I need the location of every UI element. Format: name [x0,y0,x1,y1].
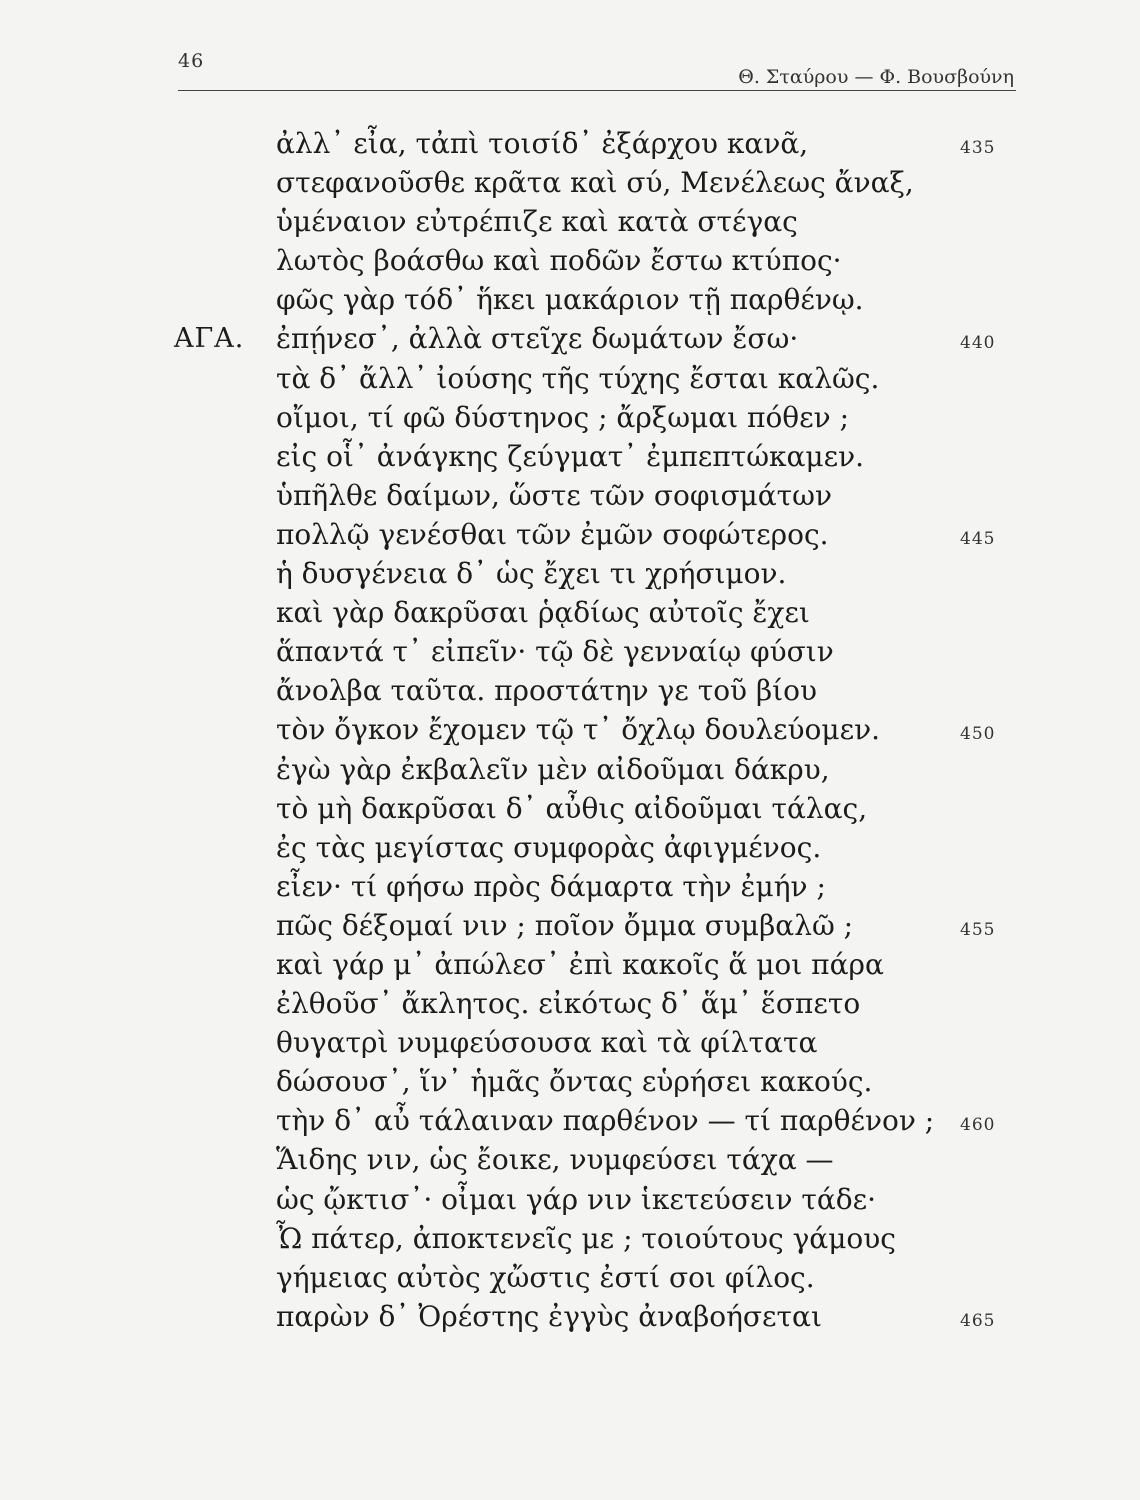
verse-line-text: ἐλθοῦσ᾽ ἄκλητος. εἰκότως δ᾽ ἅμ᾽ ἕσπετο [276,987,861,1021]
verse-line-text: φῶς γὰρ τόδ᾽ ἥκει μακάριον τῇ παρθένῳ. [276,283,864,317]
verse-line-text: Ὦ πάτερ, ἀποκτενεῖς με ; τοιούτους γάμους [276,1221,896,1255]
verse-line [0,828,1140,867]
verse-line [0,750,1140,789]
verse-line [0,1062,1140,1101]
verse-line [0,241,1140,280]
line-number: 440 [960,333,996,354]
verse-line-text: ἄνολβα ταῦτα. προστάτην γε τοῦ βίου [276,674,818,708]
verse-line-text: γήμειας αὐτὸς χὤστις ἐστί σοι φίλος. [276,1260,815,1294]
verse-line-text: ἅπαντά τ᾽ εἰπεῖν· τῷ δὲ γενναίῳ φύσιν [276,635,834,669]
verse-line-text: ὡς ᾤκτισ᾽· οἶμαι γάρ νιν ἱκετεύσειν τάδε· [276,1182,877,1216]
page-number: 46 [178,50,205,72]
verse-line [0,124,1140,163]
verse-line [0,1180,1140,1219]
verse-line [0,1258,1140,1297]
verse-line [0,1101,1140,1140]
verse-line-text: εἰς οἷ᾽ ἀνάγκης ζεύγματ᾽ ἐμπεπτώκαμεν. [276,439,865,473]
verse-line-text: τὰ δ᾽ ἄλλ᾽ ἰούσης τῆς τύχης ἔσται καλῶς. [276,361,880,395]
verse-line [0,280,1140,319]
speaker-label: ΑΓΑ. [174,323,245,355]
line-number: 435 [960,138,996,158]
verse-line-text: θυγατρὶ νυμφεύσουσα καὶ τὰ φίλτατα [276,1026,818,1060]
verse-line [0,319,1140,358]
verse-line [0,1297,1140,1336]
verse-line-text: λωτὸς βοάσθω καὶ ποδῶν ἔστω κτύπος· [276,244,842,278]
verse-line [0,163,1140,202]
line-number: 450 [960,724,996,745]
line-number: 455 [960,919,996,940]
line-number: 465 [960,1310,996,1331]
verse-line-text: καὶ γὰρ δακρῦσαι ῥᾳδίως αὐτοῖς ἔχει [276,596,810,630]
verse-line-text: ἐπῄνεσ᾽, ἀλλὰ στεῖχε δωμάτων ἔσω· [276,322,799,356]
verse-line [0,515,1140,554]
verse-line-text: παρὼν δ᾽ Ὀρέστης ἐγγὺς ἀναβοήσεται [276,1299,822,1333]
verse-line-text: δώσουσ᾽, ἵν᾽ ἡμᾶς ὄντας εὑρήσει κακούς. [276,1065,873,1099]
verse-line [0,710,1140,749]
verse-line [0,789,1140,828]
verse-line [0,1219,1140,1258]
line-number: 445 [960,528,996,549]
verse-line [0,476,1140,515]
verse-line-text: τὴν δ᾽ αὖ τάλαιναν παρθένον — τί παρθένον ; [276,1104,935,1138]
verse-line-text: πολλῷ γενέσθαι τῶν ἐμῶν σοφώτερος. [276,517,829,551]
running-head: Θ. Σταύρου — Φ. Βουσβούνη [738,66,1014,88]
line-number: 460 [960,1115,996,1136]
verse-line [0,906,1140,945]
verse-line [0,202,1140,241]
verse-line [0,437,1140,476]
verse-line [0,867,1140,906]
verse-line-text: ἐγὼ γὰρ ἐκβαλεῖν μὲν αἰδοῦμαι δάκρυ, [276,752,830,786]
verse-line [0,554,1140,593]
verse-line-text: εἶεν· τί φήσω πρὸς δάμαρτα τὴν ἐμήν ; [276,869,826,903]
verse-line [0,593,1140,632]
verse-line [0,984,1140,1023]
verse-line-text: ἡ δυσγένεια δ᾽ ὡς ἔχει τι χρήσιμον. [276,557,787,591]
verse-line-text: ἐς τὰς μεγίστας συμφορὰς ἀφιγμένος. [276,830,822,864]
verse-line-text: Ἅιδης νιν, ὡς ἔοικε, νυμφεύσει τάχα — [276,1143,834,1177]
verse-line-text: ὑμέναιον εὐτρέπιζε καὶ κατὰ στέγας [276,205,798,239]
verse-line [0,1023,1140,1062]
verse-line-text: πῶς δέξομαί νιν ; ποῖον ὄμμα συμβαλῶ ; [276,908,854,942]
verse-line [0,632,1140,671]
verse-line-text: στεφανοῦσθε κρᾶτα καὶ σύ, Μενέλεως ἄναξ, [276,166,914,200]
verse-line [0,671,1140,710]
verse-line [0,359,1140,398]
verse-line-text: ὑπῆλθε δαίμων, ὥστε τῶν σοφισμάτων [276,478,833,512]
verse-line [0,1140,1140,1179]
verse-line [0,398,1140,437]
verse-line-text: τὸ μὴ δακρῦσαι δ᾽ αὖθις αἰδοῦμαι τάλας, [276,791,868,825]
verse-line-text: οἴμοι, τί φῶ δύστηνος ; ἄρξωμαι πόθεν ; [276,400,850,434]
header-rule [178,90,1016,91]
verse-line [0,945,1140,984]
verse-text-block [0,124,1140,1336]
verse-line-text: καὶ γάρ μ᾽ ἀπώλεσ᾽ ἐπὶ κακοῖς ἅ μοι πάρα [276,947,884,981]
verse-line-text: ἀλλ᾽ εἶα, τἀπὶ τοισίδ᾽ ἐξάρχου κανᾶ, [276,127,809,160]
verse-line-text: τὸν ὄγκον ἔχομεν τῷ τ᾽ ὄχλῳ δουλεύομεν. [276,713,881,747]
